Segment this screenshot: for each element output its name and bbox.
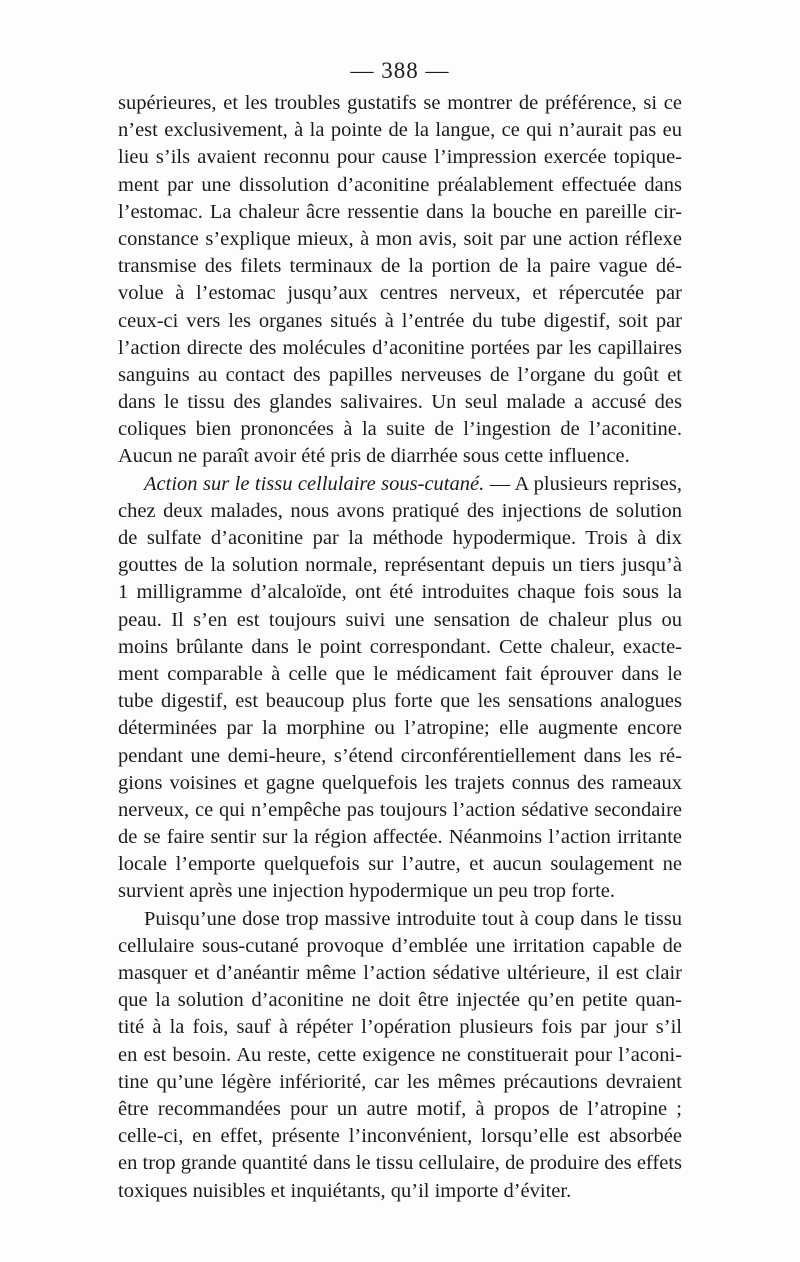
text-line: tité à la fois, sauf à répéter l’opération plusieurs fois par jour s’il <box>118 1016 682 1039</box>
text-line: transmise des filets terminaux de la portion de la paire vague dé- <box>118 255 682 278</box>
text-line: locale l’emporte quelquefois sur l’autre, et aucun soulagement ne <box>118 853 682 876</box>
text-line: en est besoin. Au reste, cette exigence ne constituerait pour l’aconi- <box>118 1043 682 1066</box>
text-line: de sulfate d’aconitine par la méthode hypodermique. Trois à dix <box>118 527 682 549</box>
text-line: volue à l’estomac jusqu’aux centres nerveux, et répercutée par <box>118 282 682 305</box>
text-line: ment par une dissolution d’aconitine préalablement effectuée dans <box>118 173 682 196</box>
paragraph-subcutaneous-action <box>118 471 682 906</box>
text-line: 1 milligramme d’alcaloïde, ont été introduites chaque fois sous la <box>118 581 682 604</box>
paragraph-digestive-effects <box>118 90 682 471</box>
text-line: dans le tissu des glandes salivaires. Un seul malade a accusé des <box>118 391 682 414</box>
text-line: peau. Il s’en est toujours suivi une sensation de chaleur plus ou <box>118 608 682 631</box>
text-line: Puisqu’une dose trop massive introduite tout à coup dans le tissu <box>144 907 682 930</box>
text-line: ceux-ci vers les organes situés à l’entrée du tube digestif, soit par <box>118 309 682 332</box>
body-text <box>118 90 682 1205</box>
text-line <box>118 471 682 498</box>
text-line: en trop grande quantité dans le tissu cellulaire, de produire des effets <box>118 1152 682 1175</box>
text-line: gouttes de la solution normale, représentant depuis un tiers jusqu’à <box>118 554 682 577</box>
text-line: moins brûlante dans le point correspondant. Cette chaleur, exacte- <box>118 635 682 658</box>
text-line: Aucun ne paraît avoir été pris de diarrhée sous cette influence. <box>118 445 630 468</box>
text-line: pendant une demi-heure, s’étend circonférentiellement dans les ré- <box>118 744 682 767</box>
text-line: nerveux, ce qui n’empêche pas toujours l’action sédative secondaire <box>118 798 682 821</box>
text-line: tine qu’une légère infériorité, car les mêmes précautions devraient <box>118 1070 682 1093</box>
text-line: l’action directe des molécules d’aconitine portées par les capillaires <box>118 336 682 359</box>
text-line: être recommandées pour un autre motif, à propos de l’atropine ; <box>118 1097 682 1120</box>
text-line: celle-ci, en effet, présente l’inconvénient, lorsqu’elle est absorbée <box>118 1125 682 1148</box>
section-heading: Action sur le tissu cellulaire sous-cutané. <box>144 472 485 495</box>
page-number: — 388 — <box>350 58 450 83</box>
text-line: l’estomac. La chaleur âcre ressentie dans la bouche en pareille cir- <box>118 200 682 223</box>
text-line: gions voisines et gagne quelquefois les trajets connus des rameaux <box>118 771 682 794</box>
text-line: chez deux malades, nous avons pratiqué des injections de solution <box>118 499 682 522</box>
text-line: cellulaire sous-cutané provoque d’emblée une irritation capable de <box>118 934 682 957</box>
text-line: toxiques nuisibles et inquiétants, qu’il importe d’éviter. <box>118 1179 572 1202</box>
text-line: survient après une injection hypodermique un peu trop forte. <box>118 880 615 903</box>
text-line: tube digestif, est beaucoup plus forte que les sensations analogues <box>118 690 682 713</box>
text-line: masquer et d’anéantir même l’action sédative ultérieure, il est clair <box>118 962 682 984</box>
text-line: n’est exclusivement, à la pointe de la langue, ce qui n’aurait pas eu <box>118 119 682 142</box>
text-line: ment comparable à celle que le médicament fait éprouver dans le <box>118 662 682 685</box>
text-line: que la solution d’aconitine ne doit être injectée qu’en petite quan- <box>118 989 682 1012</box>
paragraph-dosage-conclusion <box>118 906 682 1205</box>
text-line: de se faire sentir sur la région affectée. Néanmoins l’action irritante <box>118 826 682 849</box>
heading-continuation: — A plusieurs reprises, <box>484 472 682 495</box>
text-line: constance s’explique mieux, à mon avis, soit par une action réflexe <box>118 227 682 250</box>
text-line: sanguins au contact des papilles nerveuses de l’organe du goût et <box>118 363 682 386</box>
text-line: coliques bien prononcées à la suite de l’ingestion de l’aconitine. <box>118 418 682 441</box>
text-line: déterminées par la morphine ou l’atropine; elle augmente encore <box>118 717 682 740</box>
text-line: lieu s’ils avaient reconnu pour cause l’impression exercée topique- <box>118 146 682 169</box>
text-line: supérieures, et les troubles gustatifs se montrer de préférence, si ce <box>118 92 682 114</box>
